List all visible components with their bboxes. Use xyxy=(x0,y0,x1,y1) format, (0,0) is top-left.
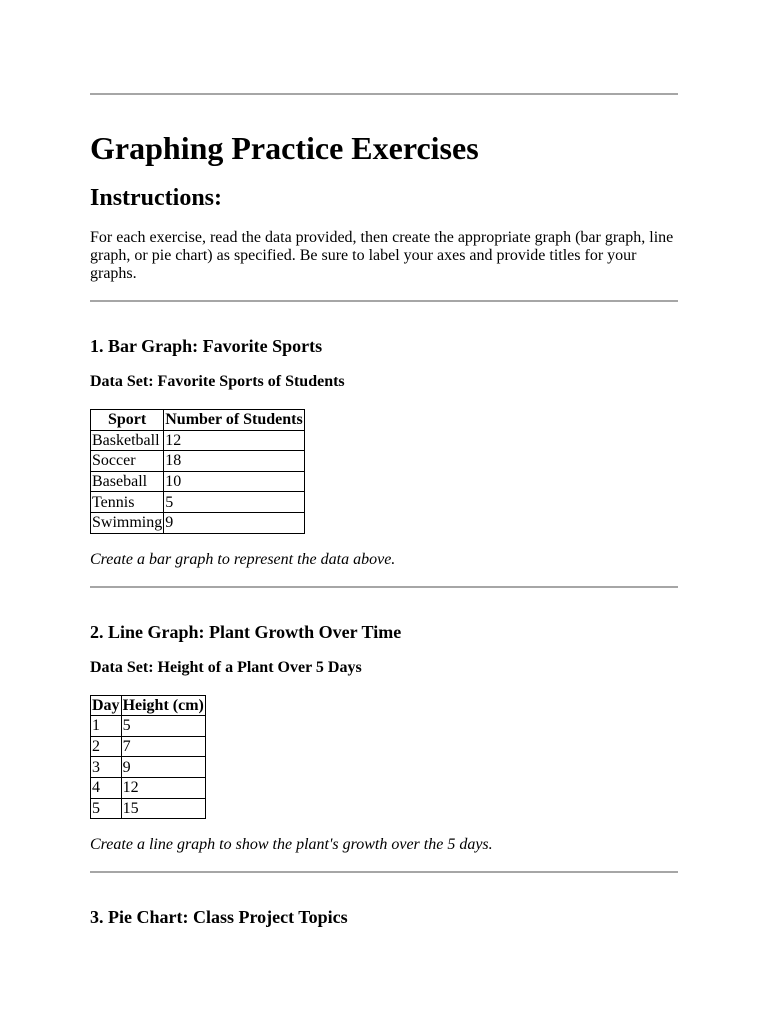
table-row xyxy=(91,757,206,778)
table-header-row xyxy=(91,410,305,431)
table-cell: 5 xyxy=(121,716,205,737)
table-cell: 10 xyxy=(164,471,305,492)
table-row xyxy=(91,798,206,819)
table-row xyxy=(91,716,206,737)
exercise-2-heading: 2. Line Graph: Plant Growth Over Time xyxy=(90,621,402,642)
table-row xyxy=(91,430,305,451)
column-header: Number of Students xyxy=(165,411,303,429)
table-cell: 7 xyxy=(121,736,205,757)
table-cell: 9 xyxy=(164,512,305,533)
table-cell: 3 xyxy=(91,757,122,778)
document xyxy=(90,0,678,927)
table-header-row xyxy=(91,695,206,716)
table-cell: 2 xyxy=(91,736,122,757)
exercise-2-data-table xyxy=(90,695,206,820)
divider xyxy=(90,93,678,95)
table-row xyxy=(91,777,206,798)
table-row xyxy=(91,451,305,472)
exercise-2-dataset-title: Data Set: Height of a Plant Over 5 Days xyxy=(90,658,362,676)
table-cell: 12 xyxy=(164,430,305,451)
column-header: Day xyxy=(92,696,120,714)
table-cell: 4 xyxy=(91,777,122,798)
table-row xyxy=(91,512,305,533)
exercise-1-dataset-title: Data Set: Favorite Sports of Students xyxy=(90,373,345,390)
table-cell: 1 xyxy=(91,716,122,737)
table-row xyxy=(91,471,305,492)
instructions-text: For each exercise, read the data provided, then create the appropriate graph (bar graph, line graph, or pie chart) as specified. Be sure to label your axes and provide titles for your graphs. xyxy=(90,229,674,282)
divider xyxy=(90,300,678,302)
table-cell: Swimming xyxy=(92,514,163,532)
table-cell: 15 xyxy=(121,798,205,819)
table-row xyxy=(91,492,305,513)
table-cell: Basketball xyxy=(91,430,164,451)
divider xyxy=(90,871,678,873)
table-cell: 12 xyxy=(121,777,205,798)
table-cell: Tennis xyxy=(91,492,164,513)
exercise-1-data-table xyxy=(90,409,305,534)
table-cell: Baseball xyxy=(91,471,164,492)
column-header: Height (cm) xyxy=(122,696,204,714)
exercise-1-task: Create a bar graph to represent the data above. xyxy=(90,550,396,568)
divider xyxy=(90,586,678,588)
table-cell: 5 xyxy=(91,798,122,819)
instructions-heading: Instructions: xyxy=(90,185,223,211)
table-row xyxy=(91,736,206,757)
table-cell: 5 xyxy=(164,492,305,513)
table-cell: 18 xyxy=(164,451,305,472)
column-header: Sport xyxy=(91,410,164,431)
exercise-3-heading: 3. Pie Chart: Class Project Topics xyxy=(90,907,348,928)
table-cell: 9 xyxy=(121,757,205,778)
page-title: Graphing Practice Exercises xyxy=(90,130,479,166)
exercise-1-heading: 1. Bar Graph: Favorite Sports xyxy=(90,336,323,356)
exercise-2-task: Create a line graph to show the plant's growth over the 5 days. xyxy=(90,836,493,854)
table-cell: Soccer xyxy=(91,451,164,472)
